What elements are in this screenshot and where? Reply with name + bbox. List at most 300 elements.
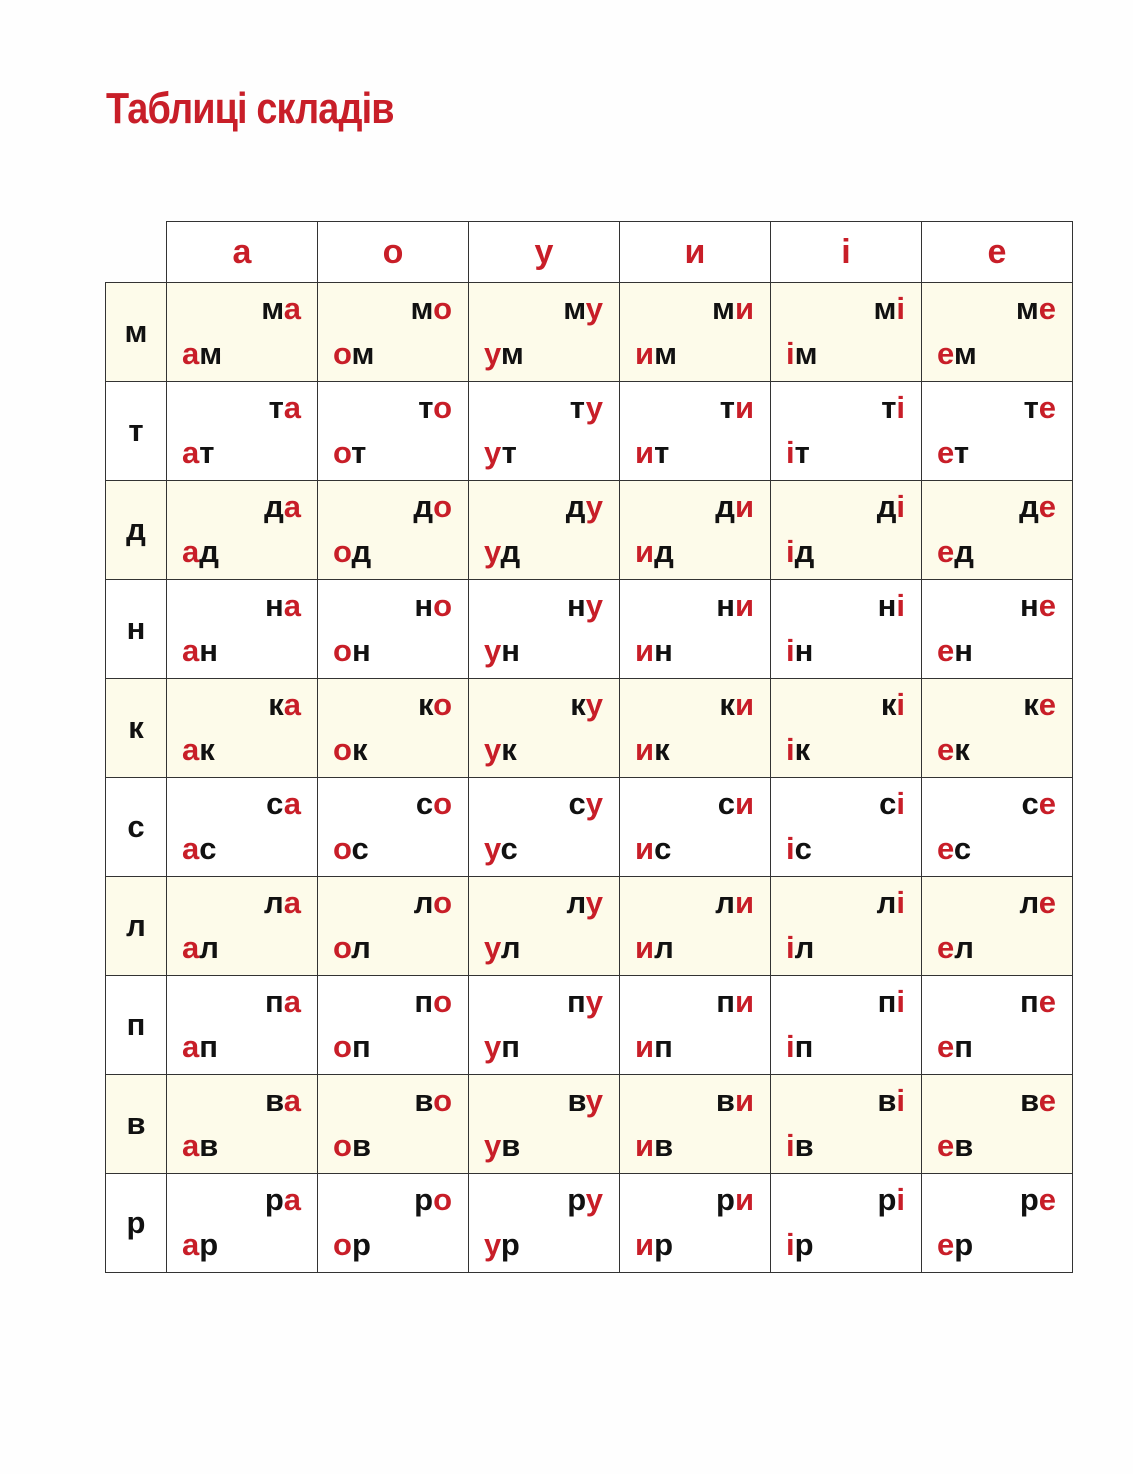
vowel-letter: е xyxy=(937,831,954,866)
consonant-letter: н xyxy=(265,588,284,623)
consonant-letter: к xyxy=(570,687,586,722)
syllable-cell xyxy=(167,283,318,382)
closed-syllable xyxy=(484,1130,520,1161)
consonant-letter: п xyxy=(351,1029,371,1064)
vowel-letter: и xyxy=(635,732,655,767)
consonant-letter: с xyxy=(794,831,812,866)
vowel-letter: і xyxy=(896,390,905,425)
vowel-letter: и xyxy=(635,831,655,866)
consonant-letter: л xyxy=(876,885,897,920)
vowel-letter: а xyxy=(283,390,301,425)
vowel-letter: а xyxy=(182,633,200,668)
syllable-cell xyxy=(469,382,620,481)
closed-syllable xyxy=(484,932,521,963)
open-syllable xyxy=(261,293,301,324)
syllable-table xyxy=(105,221,1073,1273)
open-syllable xyxy=(877,1184,905,1215)
consonant-letter: в xyxy=(1020,1083,1039,1118)
consonant-letter: с xyxy=(351,831,369,866)
vowel-letter: и xyxy=(734,1083,754,1118)
closed-syllable xyxy=(635,338,677,369)
consonant-letter: в xyxy=(715,1083,735,1118)
vowel-letter: а xyxy=(283,1083,301,1118)
open-syllable xyxy=(414,1085,452,1116)
vowel-header-row xyxy=(106,222,1073,283)
consonant-letter: с xyxy=(568,786,586,821)
consonant-letter: с xyxy=(1021,786,1039,821)
closed-syllable xyxy=(484,437,517,468)
table-row xyxy=(106,877,1073,976)
vowel-letter: а xyxy=(182,831,200,866)
vowel-letter: і xyxy=(896,786,905,821)
vowel-letter: і xyxy=(786,732,795,767)
vowel-letter: и xyxy=(734,687,754,722)
closed-syllable xyxy=(484,1229,520,1260)
consonant-letter: м xyxy=(712,291,735,326)
open-syllable xyxy=(1019,887,1056,918)
consonant-letter: к xyxy=(954,732,970,767)
open-syllable xyxy=(570,392,603,423)
vowel-letter: и xyxy=(734,291,754,326)
closed-syllable xyxy=(333,1229,371,1260)
consonant-header: с xyxy=(106,778,167,877)
vowel-letter: о xyxy=(433,885,452,920)
open-syllable xyxy=(877,1085,905,1116)
consonant-letter: в xyxy=(501,1128,521,1163)
vowel-letter: и xyxy=(635,1029,655,1064)
syllable-cell xyxy=(771,1075,922,1174)
closed-syllable xyxy=(635,1130,673,1161)
consonant-header: в xyxy=(106,1075,167,1174)
consonant-letter: н xyxy=(954,633,973,668)
vowel-letter: е xyxy=(1038,687,1056,722)
syllable-cell xyxy=(771,580,922,679)
syllable-cell xyxy=(771,877,922,976)
consonant-letter: т xyxy=(1023,390,1039,425)
consonant-letter: н xyxy=(877,588,897,623)
vowel-letter: о xyxy=(333,336,352,371)
vowel-letter: і xyxy=(786,435,795,470)
open-syllable xyxy=(414,887,452,918)
vowel-letter: у xyxy=(484,336,501,371)
vowel-letter: у xyxy=(585,984,603,1019)
closed-syllable xyxy=(937,536,974,567)
consonant-letter: н xyxy=(501,633,520,668)
syllable-cell xyxy=(922,481,1073,580)
vowel-letter: і xyxy=(896,489,905,524)
open-syllable xyxy=(414,1184,452,1215)
closed-syllable xyxy=(937,1229,973,1260)
vowel-letter: е xyxy=(1038,390,1056,425)
syllable-cell xyxy=(318,283,469,382)
vowel-letter: а xyxy=(283,291,301,326)
vowel-letter: о xyxy=(333,534,352,569)
syllable-cell xyxy=(922,283,1073,382)
closed-syllable xyxy=(182,338,222,369)
consonant-letter: д xyxy=(264,489,284,524)
vowel-letter: і xyxy=(786,1227,795,1262)
closed-syllable xyxy=(333,338,374,369)
vowel-letter: у xyxy=(585,786,603,821)
closed-syllable xyxy=(786,833,812,864)
closed-syllable xyxy=(937,734,970,765)
vowel-letter: і xyxy=(896,588,905,623)
table-corner xyxy=(106,222,167,283)
consonant-letter: к xyxy=(351,732,368,767)
syllable-cell xyxy=(620,580,771,679)
syllable-cell xyxy=(318,1075,469,1174)
closed-syllable xyxy=(937,338,977,369)
closed-syllable xyxy=(786,635,813,666)
vowel-letter: у xyxy=(484,831,501,866)
table-row xyxy=(106,1174,1073,1273)
closed-syllable xyxy=(786,536,814,567)
closed-syllable xyxy=(937,437,969,468)
syllable-cell xyxy=(620,679,771,778)
consonant-letter: м xyxy=(953,336,977,371)
consonant-letter: м xyxy=(410,291,434,326)
syllable-cell xyxy=(771,976,922,1075)
table-row xyxy=(106,976,1073,1075)
consonant-letter: м xyxy=(261,291,284,326)
consonant-header: л xyxy=(106,877,167,976)
closed-syllable xyxy=(182,1130,218,1161)
closed-syllable xyxy=(635,635,673,666)
vowel-letter: и xyxy=(734,786,754,821)
consonant-letter: с xyxy=(879,786,897,821)
syllable-cell xyxy=(167,481,318,580)
open-syllable xyxy=(411,293,452,324)
closed-syllable xyxy=(786,1229,814,1260)
syllable-cell xyxy=(167,1075,318,1174)
open-syllable xyxy=(878,590,905,621)
open-syllable xyxy=(873,293,905,324)
vowel-letter: у xyxy=(585,489,603,524)
open-syllable xyxy=(715,491,754,522)
vowel-letter: і xyxy=(786,336,795,371)
consonant-letter: д xyxy=(715,489,735,524)
syllable-cell xyxy=(469,580,620,679)
closed-syllable xyxy=(333,1130,371,1161)
closed-syllable xyxy=(937,833,971,864)
closed-syllable xyxy=(333,437,366,468)
open-syllable xyxy=(877,887,905,918)
closed-syllable xyxy=(635,932,674,963)
consonant-letter: м xyxy=(500,336,524,371)
vowel-letter: о xyxy=(433,687,452,722)
syllable-cell xyxy=(620,283,771,382)
vowel-header: е xyxy=(922,222,1073,283)
closed-syllable xyxy=(333,635,371,666)
syllable-cell xyxy=(167,580,318,679)
syllable-cell xyxy=(771,283,922,382)
consonant-letter: р xyxy=(954,1227,974,1262)
vowel-letter: и xyxy=(635,633,655,668)
vowel-letter: е xyxy=(1038,588,1056,623)
consonant-letter: м xyxy=(794,336,818,371)
consonant-letter: т xyxy=(881,390,897,425)
vowel-letter: а xyxy=(283,984,301,1019)
open-syllable xyxy=(265,1184,301,1215)
vowel-letter: у xyxy=(484,1227,501,1262)
vowel-letter: о xyxy=(433,1182,452,1217)
closed-syllable xyxy=(635,734,670,765)
open-syllable xyxy=(715,887,754,918)
syllable-cell xyxy=(922,778,1073,877)
vowel-letter: і xyxy=(786,1029,795,1064)
consonant-letter: т xyxy=(654,435,670,470)
consonant-letter: м xyxy=(654,336,677,371)
open-syllable xyxy=(264,491,301,522)
open-syllable xyxy=(881,392,905,423)
vowel-letter: у xyxy=(585,687,603,722)
vowel-letter: о xyxy=(333,831,352,866)
consonant-letter: р xyxy=(351,1227,371,1262)
vowel-letter: о xyxy=(333,1227,352,1262)
consonant-letter: в xyxy=(654,1128,674,1163)
consonant-letter: н xyxy=(654,633,673,668)
vowel-letter: о xyxy=(433,390,452,425)
syllable-cell xyxy=(469,1174,620,1273)
consonant-letter: в xyxy=(794,1128,814,1163)
vowel-letter: и xyxy=(635,336,655,371)
consonant-letter: к xyxy=(880,687,897,722)
vowel-letter: е xyxy=(937,1029,955,1064)
consonant-letter: с xyxy=(415,786,434,821)
consonant-letter: р xyxy=(414,1182,434,1217)
consonant-letter: д xyxy=(351,534,372,569)
vowel-letter: и xyxy=(635,435,655,470)
syllable-cell xyxy=(167,382,318,481)
vowel-letter: і xyxy=(786,534,795,569)
vowel-letter: а xyxy=(283,1182,301,1217)
consonant-letter: р xyxy=(199,1227,219,1262)
syllable-cell xyxy=(620,1075,771,1174)
open-syllable xyxy=(268,689,301,720)
vowel-letter: е xyxy=(1038,1182,1056,1217)
vowel-letter: о xyxy=(433,984,452,1019)
vowel-letter: и xyxy=(635,1227,655,1262)
open-syllable xyxy=(1020,1184,1056,1215)
closed-syllable xyxy=(635,1031,673,1062)
consonant-letter: л xyxy=(199,930,219,965)
consonant-letter: к xyxy=(417,687,434,722)
vowel-letter: у xyxy=(585,885,603,920)
vowel-letter: у xyxy=(484,435,502,470)
closed-syllable xyxy=(484,635,520,666)
vowel-letter: і xyxy=(786,930,795,965)
consonant-letter: л xyxy=(351,930,371,965)
vowel-header: о xyxy=(318,222,469,283)
consonant-letter: р xyxy=(716,1182,735,1217)
vowel-letter: а xyxy=(182,435,200,470)
consonant-letter: к xyxy=(719,687,735,722)
consonant-letter: л xyxy=(413,885,434,920)
closed-syllable xyxy=(182,437,214,468)
vowel-letter: е xyxy=(937,633,955,668)
consonant-letter: к xyxy=(1023,687,1039,722)
syllable-cell xyxy=(318,1174,469,1273)
vowel-letter: і xyxy=(786,633,795,668)
closed-syllable xyxy=(484,338,524,369)
syllable-cell xyxy=(620,382,771,481)
closed-syllable xyxy=(786,932,814,963)
closed-syllable xyxy=(333,734,367,765)
consonant-letter: д xyxy=(876,489,897,524)
syllable-cell xyxy=(771,1174,922,1273)
vowel-letter: і xyxy=(896,687,905,722)
consonant-letter: т xyxy=(268,390,284,425)
vowel-letter: і xyxy=(786,1128,795,1163)
open-syllable xyxy=(720,392,754,423)
consonant-letter: д xyxy=(1019,489,1039,524)
closed-syllable xyxy=(786,437,810,468)
vowel-letter: а xyxy=(182,1029,200,1064)
open-syllable xyxy=(567,1085,603,1116)
closed-syllable xyxy=(182,1229,218,1260)
open-syllable xyxy=(1022,788,1057,819)
closed-syllable xyxy=(786,1130,814,1161)
consonant-letter: н xyxy=(716,588,735,623)
closed-syllable xyxy=(786,338,818,369)
vowel-letter: и xyxy=(734,1182,754,1217)
consonant-letter: р xyxy=(1019,1182,1039,1217)
syllable-cell xyxy=(318,877,469,976)
consonant-letter: с xyxy=(717,786,735,821)
consonant-letter: м xyxy=(1015,291,1039,326)
consonant-letter: н xyxy=(1020,588,1039,623)
consonant-letter: с xyxy=(654,831,672,866)
syllable-cell xyxy=(318,382,469,481)
syllable-cell xyxy=(318,481,469,580)
vowel-letter: о xyxy=(333,930,352,965)
vowel-letter: е xyxy=(937,336,954,371)
consonant-letter: д xyxy=(565,489,586,524)
vowel-letter: у xyxy=(585,1182,603,1217)
consonant-letter: в xyxy=(265,1083,284,1118)
consonant-header: т xyxy=(106,382,167,481)
consonant-letter: м xyxy=(199,336,223,371)
consonant-letter: п xyxy=(716,984,735,1019)
table-row xyxy=(106,679,1073,778)
consonant-letter: п xyxy=(954,1029,973,1064)
consonant-letter: д xyxy=(654,534,674,569)
consonant-letter: м xyxy=(873,291,897,326)
vowel-letter: и xyxy=(734,588,754,623)
open-syllable xyxy=(1024,392,1056,423)
consonant-letter: т xyxy=(794,435,810,470)
consonant-letter: л xyxy=(954,930,974,965)
open-syllable xyxy=(264,887,301,918)
syllable-cell xyxy=(771,481,922,580)
vowel-letter: а xyxy=(182,732,200,767)
closed-syllable xyxy=(333,833,369,864)
syllable-cell xyxy=(167,877,318,976)
consonant-letter: н xyxy=(199,633,218,668)
consonant-letter: к xyxy=(501,732,517,767)
vowel-letter: и xyxy=(635,534,655,569)
consonant-letter: к xyxy=(268,687,284,722)
closed-syllable xyxy=(484,1031,520,1062)
consonant-letter: п xyxy=(265,984,284,1019)
consonant-letter: м xyxy=(351,336,375,371)
vowel-letter: и xyxy=(734,489,754,524)
consonant-letter: п xyxy=(654,1029,673,1064)
vowel-letter: о xyxy=(433,291,452,326)
syllable-cell xyxy=(620,877,771,976)
closed-syllable xyxy=(182,635,218,666)
syllable-cell xyxy=(620,976,771,1075)
vowel-letter: а xyxy=(182,336,200,371)
consonant-letter: н xyxy=(794,633,814,668)
consonant-letter: п xyxy=(501,1029,520,1064)
vowel-letter: а xyxy=(283,489,301,524)
vowel-letter: о xyxy=(433,588,452,623)
closed-syllable xyxy=(937,635,973,666)
consonant-letter: с xyxy=(266,786,284,821)
vowel-letter: е xyxy=(937,930,955,965)
consonant-letter: л xyxy=(715,885,735,920)
consonant-letter: п xyxy=(794,1029,814,1064)
vowel-letter: а xyxy=(182,1128,200,1163)
vowel-letter: е xyxy=(1038,1083,1056,1118)
syllable-cell xyxy=(620,778,771,877)
syllable-cell xyxy=(922,580,1073,679)
open-syllable xyxy=(719,689,754,720)
vowel-letter: о xyxy=(333,732,352,767)
vowel-letter: е xyxy=(937,1128,955,1163)
vowel-letter: и xyxy=(635,930,655,965)
syllable-cell xyxy=(318,580,469,679)
open-syllable xyxy=(716,1085,754,1116)
page-title: Таблиці складів xyxy=(106,84,394,133)
vowel-letter: е xyxy=(1038,786,1056,821)
open-syllable xyxy=(265,590,301,621)
closed-syllable xyxy=(182,932,219,963)
vowel-letter: е xyxy=(937,534,955,569)
consonant-letter: р xyxy=(794,1227,814,1262)
consonant-letter: л xyxy=(264,885,284,920)
vowel-letter: е xyxy=(1038,291,1056,326)
syllable-cell xyxy=(318,778,469,877)
syllable-cell xyxy=(620,1174,771,1273)
vowel-letter: е xyxy=(1038,984,1056,1019)
open-syllable xyxy=(1020,590,1056,621)
vowel-letter: і xyxy=(896,984,905,1019)
vowel-header: у xyxy=(469,222,620,283)
consonant-letter: р xyxy=(654,1227,673,1262)
open-syllable xyxy=(881,689,905,720)
consonant-letter: п xyxy=(199,1029,218,1064)
vowel-header: і xyxy=(771,222,922,283)
open-syllable xyxy=(712,293,754,324)
open-syllable xyxy=(265,986,301,1017)
consonant-letter: л xyxy=(500,930,521,965)
consonant-letter: н xyxy=(351,633,371,668)
consonant-header: к xyxy=(106,679,167,778)
open-syllable xyxy=(416,788,452,819)
consonant-letter: л xyxy=(654,930,674,965)
closed-syllable xyxy=(786,734,810,765)
consonant-letter: л xyxy=(794,930,815,965)
vowel-letter: у xyxy=(585,390,603,425)
consonant-letter: т xyxy=(199,435,215,470)
open-syllable xyxy=(716,1184,754,1215)
vowel-letter: е xyxy=(1038,489,1056,524)
consonant-letter: в xyxy=(199,1128,219,1163)
consonant-letter: в xyxy=(414,1083,434,1118)
open-syllable xyxy=(266,788,301,819)
